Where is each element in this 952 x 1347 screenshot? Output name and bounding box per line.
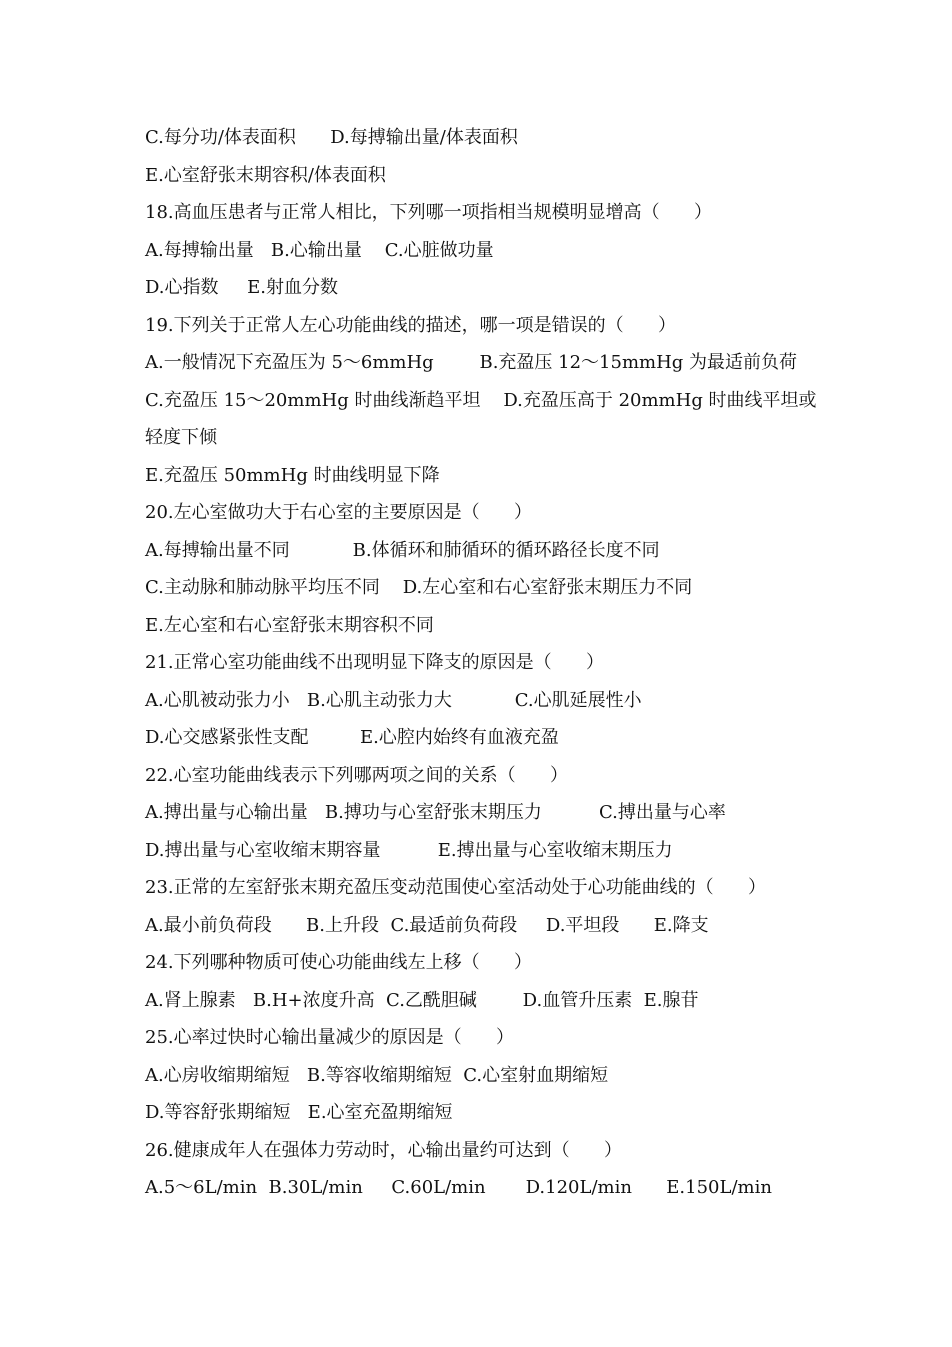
question-18-options: D.心指数 E.射血分数 <box>145 277 338 298</box>
question-19-options: E.充盈压 50mmHg 时曲线明显下降 <box>145 464 440 486</box>
question-25-options: D.等容舒张期缩短 E.心室充盈期缩短 <box>145 1102 453 1123</box>
question-21-options: D.心交感紧张性支配 E.心腔内始终有血液充盈 <box>145 727 559 748</box>
question-26-options: A.5～6L/min B.30L/min C.60L/min D.120L/min E.150L/min <box>145 1177 772 1198</box>
question-26: 26.健康成年人在强体力劳动时，心输出量约可达到（ ） <box>145 1139 622 1161</box>
question-18: 18.高血压患者与正常人相比，下列哪一项指相当规模明显增高（ ） <box>145 202 712 223</box>
question-19-options: A.一般情况下充盈压为 5～6mmHg B.充盈压 12～15mmHg 为最适前负荷 <box>145 352 798 373</box>
question-20-options: C.主动脉和肺动脉平均压不同 D.左心室和右心室舒张末期压力不同 <box>145 577 693 598</box>
question-19-options: 轻度下倾 <box>145 427 217 448</box>
text-line: E.心室舒张末期容积/体表面积 <box>145 164 386 186</box>
question-text-block <box>145 119 845 1207</box>
question-19-options: C.充盈压 15～20mmHg 时曲线渐趋平坦 D.充盈压高于 20mmHg 时曲线平坦或 <box>145 389 817 411</box>
question-19: 19.下列关于正常人左心功能曲线的描述，哪一项是错误的（ ） <box>145 314 676 336</box>
question-23: 23.正常的左室舒张末期充盈压变动范围使心室活动处于心功能曲线的（ ） <box>145 877 766 898</box>
question-21: 21.正常心室功能曲线不出现明显下降支的原因是（ ） <box>145 652 604 673</box>
question-24: 24.下列哪种物质可使心功能曲线左上移（ ） <box>145 952 532 973</box>
text-line: C.每分功/体表面积 D.每搏输出量/体表面积 <box>145 127 518 148</box>
question-18-options: A.每搏输出量 B.心输出量 C.心脏做功量 <box>145 239 494 261</box>
question-25-options: A.心房收缩期缩短 B.等容收缩期缩短 C.心室射血期缩短 <box>145 1064 609 1086</box>
question-22-options: D.搏出量与心室收缩末期容量 E.搏出量与心室收缩末期压力 <box>145 839 673 861</box>
question-23-options: A.最小前负荷段 B.上升段 C.最适前负荷段 D.平坦段 E.降支 <box>145 914 709 936</box>
question-20-options: E.左心室和右心室舒张末期容积不同 <box>145 614 434 636</box>
question-24-options: A.肾上腺素 B.H+浓度升高 C.乙酰胆碱 D.血管升压素 E.腺苷 <box>145 989 699 1011</box>
question-22-options: A.搏出量与心输出量 B.搏功与心室舒张末期压力 C.搏出量与心率 <box>145 802 726 823</box>
question-25: 25.心率过快时心输出量减少的原因是（ ） <box>145 1027 514 1048</box>
question-22: 22.心室功能曲线表示下列哪两项之间的关系（ ） <box>145 764 568 786</box>
question-20: 20.左心室做功大于右心室的主要原因是（ ） <box>145 502 532 523</box>
question-21-options: A.心肌被动张力小 B.心肌主动张力大 C.心肌延展性小 <box>145 689 642 711</box>
question-20-options: A.每搏输出量不同 B.体循环和肺循环的循环路径长度不同 <box>145 539 660 561</box>
